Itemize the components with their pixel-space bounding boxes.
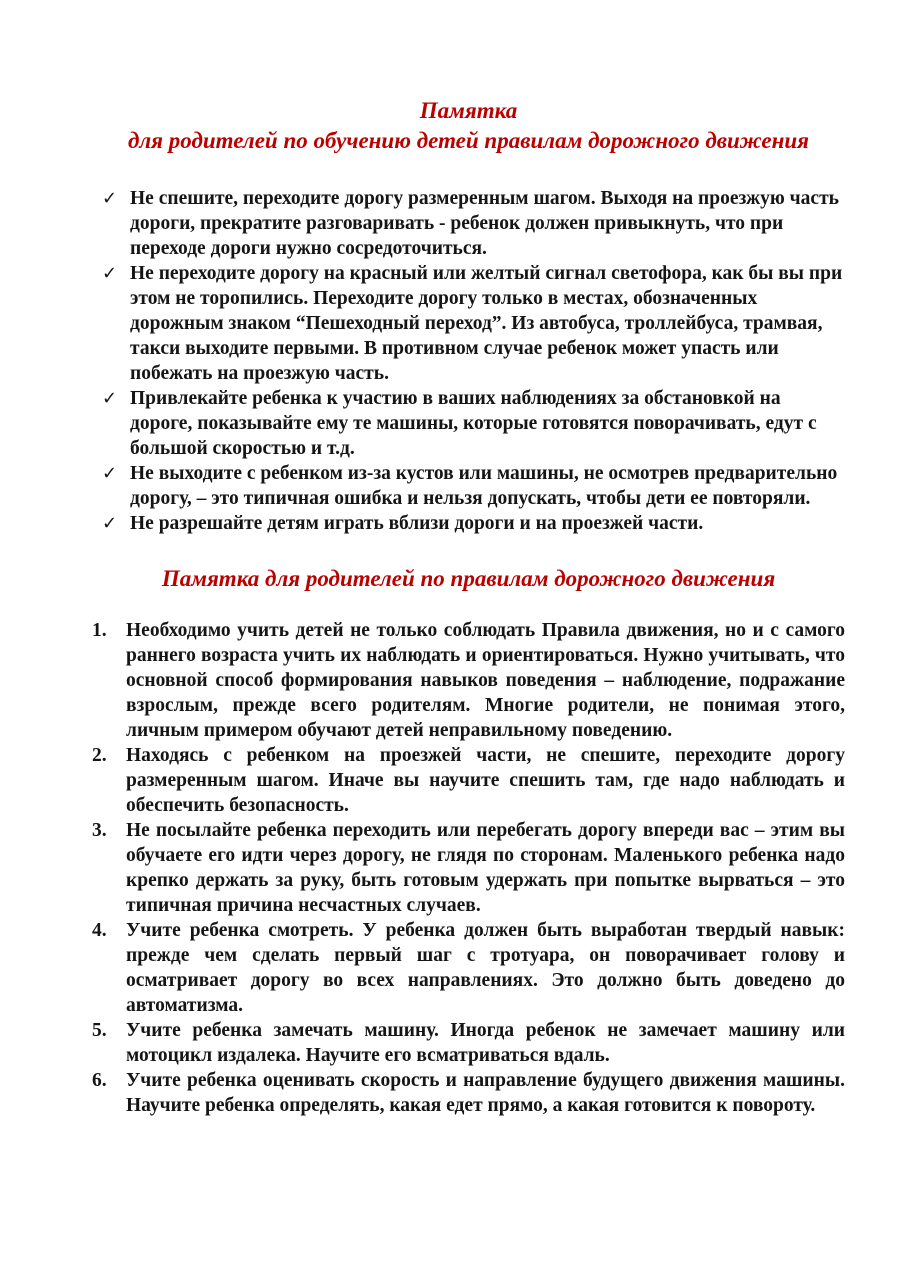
checklist-item: [92, 186, 845, 261]
numbered-item-text: Учите ребенка оценивать скорость и направление будущего движения машины. Научите ребенка определять, какая едет прямо, а какая готовится к повороту.: [126, 1070, 845, 1116]
checklist-item-text: Не спешите, переходите дорогу размеренным шагом. Выходя на проезжую часть дороги, прекратите разговаривать - ребенок должен привыкнуть, что при переходе дороги нужно сосредоточиться.: [130, 188, 839, 259]
numbered-item-text: Необходимо учить детей не только соблюдать Правила движения, но и с самого раннего возраста учить их наблюдать и ориентироваться. Нужно учитывать, что основной способ формирования навыков поведения – наблюдение, подражание взрослым, прежде всего родителям. Многие родители, не понимая этого, личным примером обучают детей неправильному поведению.: [126, 620, 845, 741]
memo1-title: [92, 96, 845, 156]
numbered-item-text: Учите ребенка смотреть. У ребенка должен быть выработан твердый навык: прежде чем сделать первый шаг с тротуара, он поворачивает голову и осматривает дорогу во всех направлениях. Это должно быть доведено до автоматизма.: [126, 920, 845, 1016]
numbered-item-text: Не посылайте ребенка переходить или перебегать дорогу впереди вас – этим вы обучаете его идти через дорогу, не глядя по сторонам. Маленького ребенка надо крепко держать за руку, быть готовым удержать при попытке вырваться – это типичная причина несчастных случаев.: [126, 820, 845, 916]
numbered-list-item: [92, 743, 845, 818]
memo1-title-line2: для родителей по обучению детей правилам дорожного движения: [127, 128, 810, 153]
checkmark-icon: ✓: [102, 388, 118, 409]
list-number: 3.: [92, 820, 107, 841]
numbered-list: [92, 618, 845, 1118]
checkmark-icon: ✓: [102, 188, 118, 209]
checkmark-icon: ✓: [102, 513, 118, 534]
numbered-item-text: Находясь с ребенком на проезжей части, не спешите, переходите дорогу размеренным шагом. Иначе вы научите спешить там, где надо наблюдать и обеспечить безопасность.: [126, 745, 845, 816]
list-number: 6.: [92, 1070, 107, 1091]
list-number: 2.: [92, 745, 107, 766]
checklist-item-text: Не переходите дорогу на красный или желтый сигнал светофора, как бы вы при этом не торопились. Переходите дорогу только в местах, обозначенных дорожным знаком “Пешеходный переход”. Из автобуса, троллейбуса, трамвая, такси выходите первыми. В противном случае ребенок может упасть или побежать на проезжую часть.: [130, 263, 843, 384]
numbered-list-item: [92, 918, 845, 1018]
checklist-item-text: Не разрешайте детям играть вблизи дороги и на проезжей части.: [130, 513, 704, 534]
numbered-item-text: Учите ребенка замечать машину. Иногда ребенок не замечает машину или мотоцикл издалека. Научите его всматриваться вдаль.: [126, 1020, 845, 1066]
checklist-item: [92, 261, 845, 386]
checklist-item-text: Не выходите с ребенком из-за кустов или машины, не осмотрев предварительно дорогу, – это типичная ошибка и нельзя допускать, чтобы дети ее повторяли.: [130, 463, 838, 509]
memo2-title: Памятка для родителей по правилам дорожного движения: [161, 566, 776, 591]
numbered-list-item: [92, 1068, 845, 1118]
memo1-title-line1: Памятка: [419, 98, 518, 123]
checkmark-icon: ✓: [102, 463, 118, 484]
numbered-list-item: [92, 818, 845, 918]
checklist-item-text: Привлекайте ребенка к участию в ваших наблюдениях за обстановкой на дороге, показывайте ему те машины, которые готовятся поворачивать, едут с большой скоростью и т.д.: [130, 388, 817, 459]
list-number: 1.: [92, 620, 107, 641]
checklist: [92, 186, 845, 536]
numbered-list-item: [92, 1018, 845, 1068]
checklist-item: [92, 461, 845, 511]
checkmark-icon: ✓: [102, 263, 118, 284]
numbered-list-item: [92, 618, 845, 743]
list-number: 5.: [92, 1020, 107, 1041]
checklist-item: [92, 511, 845, 536]
list-number: 4.: [92, 920, 107, 941]
checklist-item: [92, 386, 845, 461]
